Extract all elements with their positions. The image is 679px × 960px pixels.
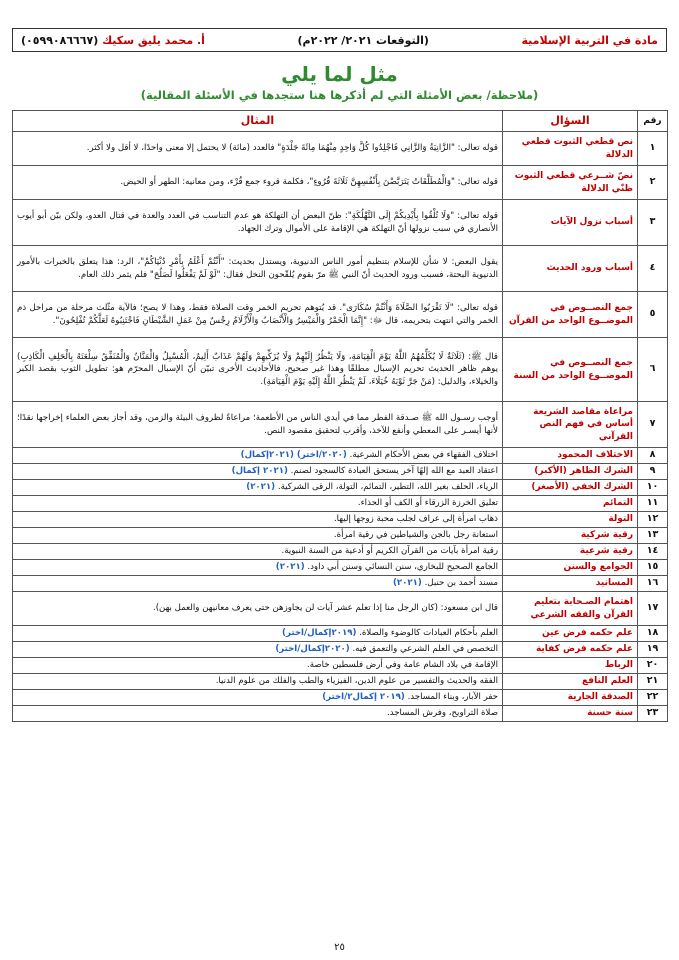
exam-year-badge: (٢٠١٩إكمال/اختر)	[282, 628, 357, 639]
row-number: ٧	[638, 402, 668, 448]
row-question: جمع النصــوص في الموضــوع الواحد من القرآن	[503, 292, 638, 338]
table-row	[13, 402, 668, 448]
example-text: استعانة رجل بالجن والشياطين في رقية امرأة.	[333, 530, 498, 541]
row-example	[13, 448, 503, 464]
row-number: ٦	[638, 338, 668, 402]
examples-table	[12, 110, 668, 722]
table-row	[13, 544, 668, 560]
teacher-contact	[21, 34, 205, 47]
row-number: ١١	[638, 496, 668, 512]
teacher-phone: (٠٥٩٩٠٨٦٦٦٧)	[21, 33, 99, 47]
example-text: مسند أحمد بن حنبل.	[424, 578, 498, 589]
table-row	[13, 338, 668, 402]
table-row	[13, 448, 668, 464]
example-text: الفقه والحديث والتفسير من علوم الدين، الفيزياء والطب والفلك من علوم الدنيا.	[215, 676, 498, 687]
row-question: علم حكمه فرض عين	[503, 626, 638, 642]
table-row	[13, 592, 668, 626]
row-example	[13, 402, 503, 448]
row-number: ٢٣	[638, 706, 668, 722]
example-text: التخصص في العلم الشرعي والتعمق فيه.	[352, 644, 498, 655]
row-example	[13, 166, 503, 200]
row-question: الصدقة الجارية	[503, 690, 638, 706]
row-example	[13, 674, 503, 690]
row-question: الاختلاف المحمود	[503, 448, 638, 464]
row-example	[13, 642, 503, 658]
table-row	[13, 464, 668, 480]
example-text: قوله تعالى: "وَلَا تُلْقُوا بِأَيْدِيكُمْ إِلَى التَّهْلُكَةِ": ظنّ البعض أن التهلكة هو عدم التناسب في العدد والعدة في قتال العدو، ولكن بيّن أبو أيوب الأنصاري في سبب نزولها أنّ التهلكة هي الإقامة على الأموال وترك الجهاد.	[17, 210, 498, 234]
table-row	[13, 560, 668, 576]
row-number: ١٠	[638, 480, 668, 496]
row-example	[13, 626, 503, 642]
page-header	[12, 28, 667, 52]
row-number: ١٥	[638, 560, 668, 576]
row-question: علم حكمه فرض كفاية	[503, 642, 638, 658]
row-question: سنة حسنة	[503, 706, 638, 722]
table-row	[13, 642, 668, 658]
row-question: العلم النافع	[503, 674, 638, 690]
example-text: يقول البعض: لا شأن للإسلام بتنظيم أمور الناس الدنيوية، ويستدل بحديث: "أَنْتُمْ أَعْلَمُ بِأَمْرِ دُنْيَاكُمْ"، الرد: هذا يتعلق بالخبرات بالأمور الدنيوية البحتة، فسبب ورود الحديث أنّ النبي ﷺ مرّ بقوم يُلقّحون النخل فقال: "لَوْ لَمْ يَفْعَلُوا لَصَلُحَ" فلم يثمر ذلك العام.	[17, 256, 498, 280]
row-example	[13, 464, 503, 480]
row-example	[13, 132, 503, 166]
row-question: أسباب ورود الحديث	[503, 246, 638, 292]
exam-year-badge: (٢٠٢١)	[275, 562, 305, 573]
row-question: الجوامع والسنن	[503, 560, 638, 576]
example-text: رقية امرأة بآيات من القرآن الكريم أو أدعية من السنة النبوية.	[281, 546, 498, 557]
column-header-num: رقم	[638, 111, 668, 132]
table-row	[13, 674, 668, 690]
page-title: مثل لما يلي	[281, 62, 398, 86]
table-body	[13, 132, 668, 722]
table-row	[13, 132, 668, 166]
row-example	[13, 576, 503, 592]
table-row	[13, 166, 668, 200]
row-example	[13, 528, 503, 544]
column-header-question: السؤال	[503, 111, 638, 132]
row-example	[13, 246, 503, 292]
row-question: رقية شركية	[503, 528, 638, 544]
row-example	[13, 560, 503, 576]
row-question: مراعاة مقاصد الشريعة أساس في فهم النص القرآني	[503, 402, 638, 448]
row-number: ١٩	[638, 642, 668, 658]
row-question: الشرك الخفي (الأصغر)	[503, 480, 638, 496]
row-example	[13, 338, 503, 402]
page-number: ٢٥	[334, 942, 345, 953]
row-number: ٨	[638, 448, 668, 464]
table-row	[13, 200, 668, 246]
exam-year-badge: (٢٠٢١ إكمال)	[231, 466, 288, 477]
row-example	[13, 200, 503, 246]
table-row	[13, 626, 668, 642]
table-row	[13, 658, 668, 674]
table-row	[13, 512, 668, 528]
exam-year-badge: (٢٠١٩ إكمال٢/اختر)	[322, 692, 405, 703]
table-row	[13, 480, 668, 496]
row-number: ١٧	[638, 592, 668, 626]
row-example	[13, 512, 503, 528]
row-number: ٣	[638, 200, 668, 246]
example-text: الإقامة في بلاد الشام عامة وفي أرض فلسطين خاصة.	[307, 660, 498, 671]
example-text: الرياء، الحلف بغير الله، التطير، التمائم، التولة، الرقى الشركية.	[277, 482, 498, 493]
example-text: اختلاف الفقهاء في بعض الأحكام الشرعية.	[349, 450, 498, 461]
example-text: ذهاب امرأة إلى عراف لجلب محبة زوجها إليها.	[333, 514, 498, 525]
table-row	[13, 576, 668, 592]
row-example	[13, 544, 503, 560]
example-text: الجامع الصحيح للبخاري، سنن النسائي وسنن أبي داود.	[307, 562, 498, 573]
example-text: قوله تعالى: "الزَّانِيَةُ وَالزَّانِي فَاجْلِدُوا كُلَّ وَاحِدٍ مِنْهُمَا مِائَةَ جَلْدَةٍ" فالعدد (مائة) لا يحتمل إلا معنى واحدًا، لا أقل ولا أكثر.	[86, 143, 498, 154]
row-example	[13, 496, 503, 512]
row-number: ٢١	[638, 674, 668, 690]
table-header-row	[13, 111, 668, 132]
row-number: ٢٠	[638, 658, 668, 674]
row-question: نصّ شــرعي قطعي الثبوت ظنّي الدلالة	[503, 166, 638, 200]
row-number: ١٨	[638, 626, 668, 642]
table-row	[13, 528, 668, 544]
exam-year-badge: (٢٠٢١)	[392, 578, 422, 589]
table-row	[13, 496, 668, 512]
row-example	[13, 592, 503, 626]
table-row	[13, 292, 668, 338]
row-number: ١٢	[638, 512, 668, 528]
example-text: قوله تعالى: "وَالْمُطَلَّقَاتُ يَتَرَبَّصْنَ بِأَنْفُسِهِنَّ ثَلَاثَةَ قُرُوءٍ"، فكلمة قروء جمع قُرْء، ومن معانيه: الطهر أو الحيض.	[120, 177, 498, 188]
row-question: جمع النصــوص في الموضــوع الواحد من السنة	[503, 338, 638, 402]
row-question: أسباب نزول الآيات	[503, 200, 638, 246]
example-text: قال ابن مسعود: (كان الرجل منا إذا تعلم عشر آيات لن يجاوزهن حتى يعرف معانيهن والعمل بهن).	[152, 603, 498, 614]
row-number: ١٦	[638, 576, 668, 592]
row-example	[13, 658, 503, 674]
example-text: أوجب رسـول الله ﷺ صـدقة الفطر مما في أيدي الناس من الأطعمة؛ مراعاةً لظروف البيئة والزمن، وقد أجاز بعض العلماء إخراجها نقدًا؛ لأنها أيسـر على المعطي وأنفع للآخذ، وأقرب لتحقيق مقصود النص.	[17, 412, 498, 436]
example-text: اعتقاد العبد مع الله إلهًا آخر يستحق العبادة كالسجود لصنم.	[290, 466, 498, 477]
subject-label: مادة في التربية الإسلامية	[521, 33, 658, 47]
exam-year-badge: (٢٠٢١)	[246, 482, 276, 493]
row-example	[13, 690, 503, 706]
row-number: ٤	[638, 246, 668, 292]
table-row	[13, 706, 668, 722]
row-question: نص قطعي الثبوت قطعي الدلالة	[503, 132, 638, 166]
row-example	[13, 480, 503, 496]
row-example	[13, 292, 503, 338]
example-text: تعليق الخرزة الزرقاء أو الكف أو الحذاء.	[357, 498, 498, 509]
row-number: ٩	[638, 464, 668, 480]
page-note: (ملاحظة/ بعض الأمثلة التي لم أذكرها هنا ستجدها في الأسئلة المقالية)	[140, 88, 539, 102]
example-text: العلم بأحكام العبادات كالوضوء والصلاة.	[359, 628, 498, 639]
row-question: الشرك الظاهر (الأكبر)	[503, 464, 638, 480]
row-number: ٢٢	[638, 690, 668, 706]
row-number: ١٤	[638, 544, 668, 560]
expectations-label: (التوقعات ٢٠٢١/ ٢٠٢٢م)	[297, 33, 429, 47]
teacher-name: أ. محمد يليق سكيك	[102, 33, 205, 47]
row-example	[13, 706, 503, 722]
exam-year-badge: (٢٠٢٠إكمال/اختر)	[275, 644, 350, 655]
row-number: ١	[638, 132, 668, 166]
row-question: رقية شرعية	[503, 544, 638, 560]
table-row	[13, 246, 668, 292]
row-question: التمائم	[503, 496, 638, 512]
row-number: ٥	[638, 292, 668, 338]
table-row	[13, 690, 668, 706]
exam-year-badge: (٢٠٢٠/اختر) (٢٠٢١إكمال)	[240, 450, 347, 461]
row-question: الرباط	[503, 658, 638, 674]
example-text: قال ﷺ: (ثَلَاثَةٌ لَا يُكَلِّمُهُمُ اللَّهُ يَوْمَ الْقِيَامَةِ، وَلَا يَنْظُرُ إِلَيْهِمْ وَلَا يُزَكِّيهِمْ وَلَهُمْ عَذَابٌ أَلِيمٌ، الْمُسْبِلُ وَالْمَنَّانُ وَالْمُنَفِّقُ سِلْعَتَهُ بِالْحَلِفِ الْكَاذِبِ) يوهم ظاهر الحديث تحريم الإسبال مطلقًا وهذا غير صحيح، فالأحاديث الأخرى تبيّن أنّ الإسبال المحرّم هو: تطويل الثوب بقصد الكبر والخيلاء، والدليل: (مَنْ جَرَّ ثَوْبَهُ خُيَلَاءَ، لَمْ يَنْظُرِ اللَّهُ إِلَيْهِ يَوْمَ الْقِيَامَةِ).	[17, 351, 498, 387]
example-text: صلاة التراويح، وفرش المساجد.	[386, 708, 498, 719]
row-number: ١٣	[638, 528, 668, 544]
column-header-example: المثال	[13, 111, 503, 132]
example-text: قوله تعالى: "لَا تَقْرَبُوا الصَّلَاةَ وَأَنْتُمْ سُكَارَى". قد يُتوهم تحريم الخمر وقت الصلاة فقط، وهذا لا يصح؛ فالآية مثّلت مرحلة من مراحل ذم الخمر والتي انتهت بتحريمه، قال ﷻ: "إِنَّمَا الْخَمْرُ وَالْمَيْسِرُ وَالْأَنْصَابُ وَالْأَزْلَامُ رِجْسٌ مِنْ عَمَلِ الشَّيْطَانِ فَاجْتَنِبُوهُ لَعَلَّكُمْ تُفْلِحُونَ".	[17, 302, 498, 326]
row-question: المسانيد	[503, 576, 638, 592]
example-text: حفر الآبار، وبناء المساجد.	[407, 692, 498, 703]
row-question: اهتمام الصـحابة بتعليم القرآن والفقه الشرعي	[503, 592, 638, 626]
row-question: التولة	[503, 512, 638, 528]
row-number: ٢	[638, 166, 668, 200]
